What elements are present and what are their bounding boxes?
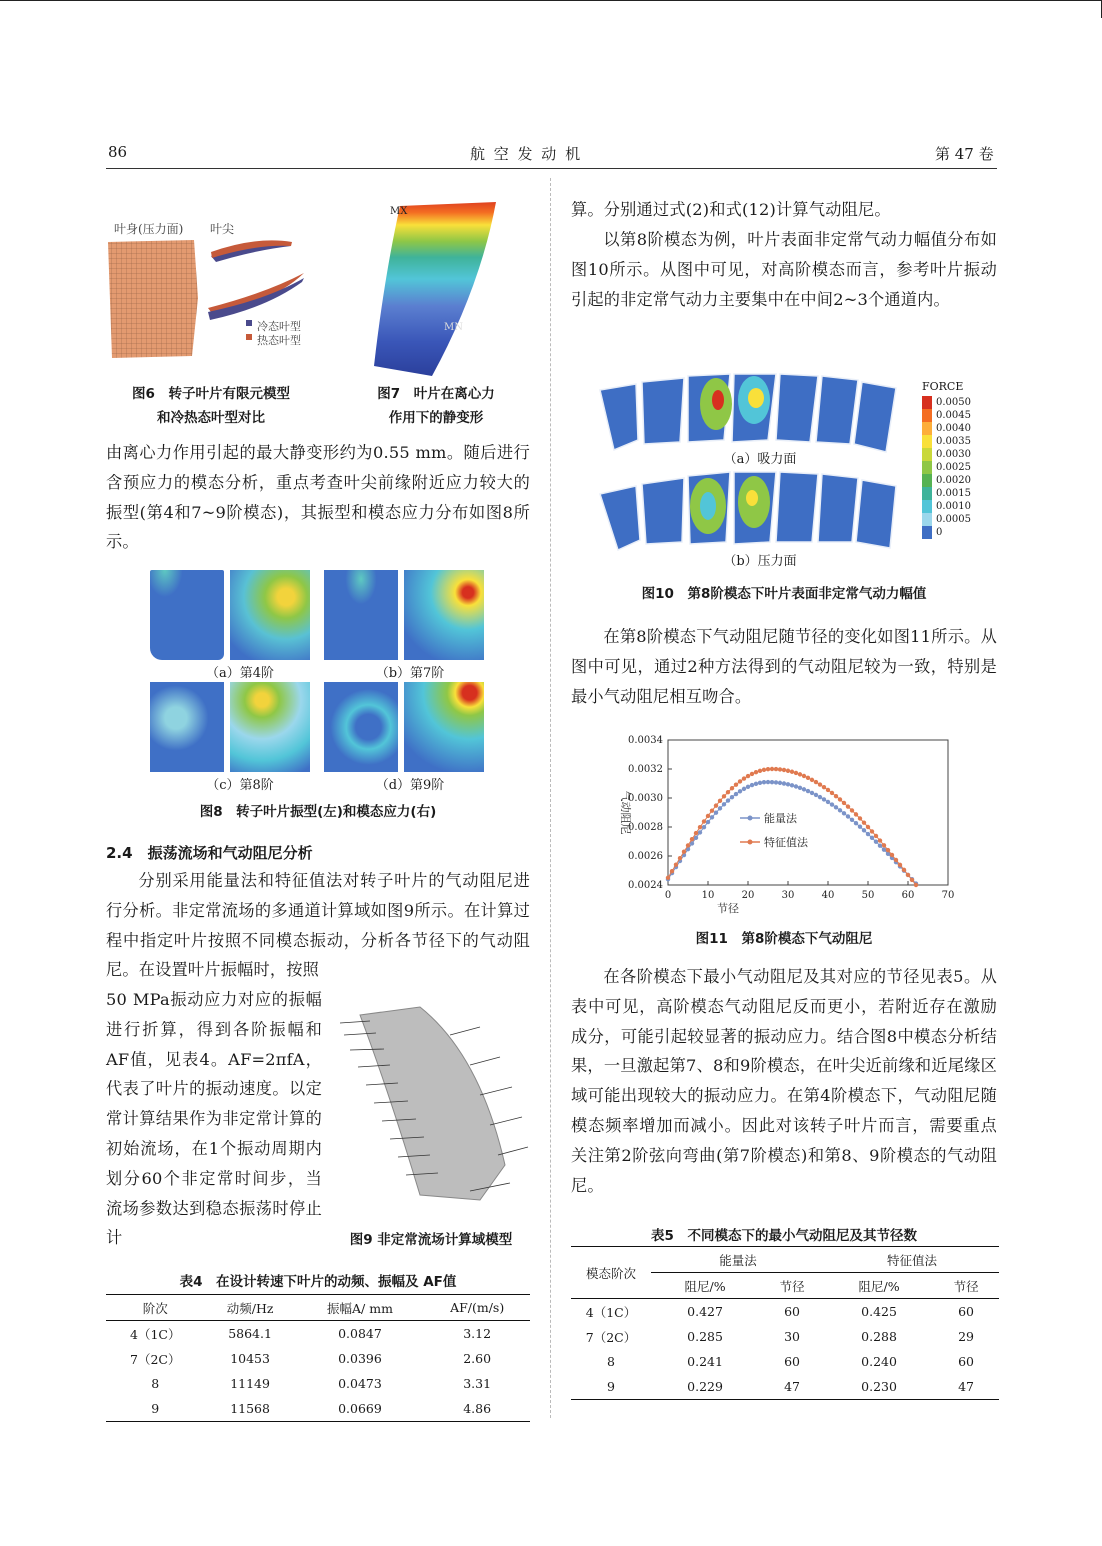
data-point <box>810 778 814 782</box>
table-cell: 60 <box>958 1354 975 1369</box>
x-tick-label: 20 <box>741 890 755 901</box>
figure-6 <box>106 190 336 370</box>
data-point <box>798 772 802 776</box>
fig10-legend-value: 0.0035 <box>936 436 971 447</box>
table-cell: 10453 <box>230 1351 270 1366</box>
data-point <box>870 836 874 840</box>
volume-number: 第 47 卷 <box>935 145 994 163</box>
data-point <box>914 883 918 887</box>
data-point <box>730 786 734 790</box>
table-row <box>106 1371 530 1396</box>
table-cell: 0.0669 <box>338 1401 382 1416</box>
table-row <box>571 1349 999 1374</box>
left-paragraph-1: 由离心力作用引起的最大静变形约为0.55 mm。随后进行含预应力的模态分析，重点考查叶尖前缘附近应力较大的振型(第4和7~9阶模态)，其振型和模态应力分布如图8所示。 <box>106 443 530 552</box>
fig8-d-mode <box>324 682 398 772</box>
fig6-legend-hot: 热态叶型 <box>257 334 301 347</box>
data-point <box>750 772 754 776</box>
data-point <box>838 797 842 801</box>
right-paragraph-4: 在各阶模态下最小气动阻尼及其对应的节径见表5。从表中可见，高阶模态气动阻尼反而更小，若附近存在激励成分，可能引起较显著的振动应力。结合图8中模态分析结果，一旦激起第7、8和9阶模态，在叶尖近前缘和近尾缘区域可能出现较大的振动应力。在第4阶模态下，气动阻尼随模态频率增加而减小。因此对该转子叶片而言，需要重点关注第2阶弦向弯曲(第7阶模态)和第8、9阶模态的气动阻尼。 <box>571 967 997 1195</box>
page-top-border <box>0 0 1102 1</box>
fig7-mx-label: MX <box>390 206 408 217</box>
table4-header: 阶次 <box>106 1295 205 1321</box>
table5-group-col: 模态阶次 <box>571 1247 651 1299</box>
table5-title: 表5 不同模态下的最小气动阻尼及其节径数 <box>651 1228 917 1244</box>
fig10-legend-swatch <box>922 513 932 526</box>
fig10-legend-value: 0.0030 <box>936 449 971 460</box>
data-point <box>694 831 698 835</box>
data-point <box>782 768 786 772</box>
data-point <box>854 812 858 816</box>
data-point <box>718 799 722 803</box>
left-paragraph-2: 分别采用能量法和特征值法对转子叶片的气动阻尼进行分析。非定常流场的多通道计算域如图9所示。在计算过程中指定叶片按照不同模态振动，分析各节径下的气动阻尼。在设置叶片振幅时，按照 <box>106 871 530 980</box>
table5 <box>571 1246 999 1400</box>
fig10-legend-title: FORCE <box>922 380 964 393</box>
table-cell: 7（2C） <box>130 1351 181 1367</box>
table-cell: 8 <box>151 1376 160 1391</box>
data-point <box>882 843 886 847</box>
data-point <box>674 862 678 866</box>
table-row <box>571 1324 999 1349</box>
figure-10-blades <box>596 370 922 570</box>
data-point <box>846 814 850 818</box>
x-tick-label: 40 <box>821 890 835 901</box>
table-row <box>571 1299 999 1325</box>
data-point <box>766 767 770 771</box>
fig10-legend-swatch <box>922 448 932 461</box>
data-point <box>834 805 838 809</box>
data-point <box>670 869 674 873</box>
data-point <box>726 798 730 802</box>
data-point <box>690 837 694 841</box>
fig10-legend-value: 0.0045 <box>936 410 971 421</box>
figure-7-deformation <box>360 198 520 378</box>
data-point <box>714 810 718 814</box>
data-point <box>830 791 834 795</box>
table5-group1: 能量法 <box>651 1247 825 1273</box>
table4-header: AF/(m/s) <box>424 1295 530 1321</box>
table5-group2: 特征值法 <box>825 1247 999 1273</box>
fig10-legend-value: 0 <box>936 527 943 538</box>
fig8-d-stress <box>404 682 484 772</box>
data-point <box>758 769 762 773</box>
data-point <box>734 782 738 786</box>
data-point <box>718 806 722 810</box>
data-point <box>842 811 846 815</box>
x-tick-label: 60 <box>901 890 915 901</box>
data-point <box>798 786 802 790</box>
page-number: 86 <box>108 143 128 161</box>
data-point <box>870 829 874 833</box>
data-point <box>774 780 778 784</box>
data-point <box>818 795 822 799</box>
data-point <box>902 868 906 872</box>
table-cell: 29 <box>958 1329 975 1344</box>
table-cell: 11149 <box>230 1376 270 1391</box>
data-point <box>762 780 766 784</box>
data-point <box>814 780 818 784</box>
fig7-caption-line1: 图7 叶片在离心力 <box>377 386 495 402</box>
data-point <box>890 853 894 857</box>
data-point <box>878 838 882 842</box>
x-tick-label: 70 <box>941 890 955 901</box>
data-point <box>806 776 810 780</box>
table-cell: 0.288 <box>861 1329 897 1344</box>
fig10-legend-entry <box>922 435 971 448</box>
fig10-sub-b: （b）压力面 <box>723 554 797 569</box>
data-point <box>742 787 746 791</box>
table-cell: 0.425 <box>861 1304 897 1319</box>
table-row <box>106 1346 530 1371</box>
data-point <box>786 769 790 773</box>
table-row <box>571 1374 999 1400</box>
fig8-sub-b: （b）第7阶 <box>375 666 445 681</box>
fig8-b-mode <box>324 570 398 660</box>
table4 <box>106 1294 530 1422</box>
table-cell: 0.241 <box>687 1354 723 1369</box>
fig10-legend-swatch <box>922 526 932 539</box>
data-point <box>850 808 854 812</box>
data-point <box>858 825 862 829</box>
table-cell: 3.31 <box>463 1376 492 1391</box>
fig10-legend-swatch <box>922 396 932 409</box>
data-point <box>886 848 890 852</box>
fig6-label-blade: 叶身(压力面) <box>114 222 184 236</box>
data-point <box>702 819 706 823</box>
fig11-caption: 图11 第8阶模态下气动阻尼 <box>695 931 873 947</box>
table-cell: 4.86 <box>463 1401 492 1416</box>
data-point <box>846 804 850 808</box>
fig10-legend-entry <box>922 500 971 513</box>
table-cell: 47 <box>958 1379 975 1394</box>
data-point <box>702 825 706 829</box>
legend-marker <box>748 840 753 845</box>
data-point <box>906 873 910 877</box>
data-point <box>898 863 902 867</box>
table-cell: 9 <box>607 1379 615 1394</box>
x-axis-label: 节径 <box>717 902 739 915</box>
table5-subheader: 节径 <box>933 1273 999 1299</box>
table-cell: 60 <box>784 1354 801 1369</box>
data-point <box>866 832 870 836</box>
data-point <box>894 858 898 862</box>
left-paragraph-3: 50 MPa振动应力对应的振幅进行折算，得到各阶振幅和AF值，见表4。AF=2πfA，代表了叶片的振动速度。以定常计算结果作为非定常计算的初始流场，在1个振动周期内划分60个非定常时间步，当流场参数达到稳态振荡时停止计 <box>106 990 322 1248</box>
data-point <box>746 785 750 789</box>
table-cell: 0.230 <box>861 1379 897 1394</box>
fig10-legend-swatch <box>922 461 932 474</box>
table-cell: 8 <box>607 1354 615 1369</box>
right-paragraph-3: 在第8阶模态下气动阻尼随节径的变化如图11所示。从图中可见，通过2种方法得到的气动阻尼较为一致，特别是最小气动阻尼相互吻合。 <box>571 627 997 706</box>
fig6-label-tip: 叶尖 <box>210 222 235 236</box>
figure-8 <box>150 570 486 800</box>
figure-11-chart <box>600 730 970 920</box>
x-tick-label: 10 <box>701 890 715 901</box>
y-tick-label: 0.0030 <box>628 793 663 804</box>
data-point <box>710 815 714 819</box>
y-tick-label: 0.0024 <box>628 880 663 891</box>
table4-header: 动频/Hz <box>205 1295 296 1321</box>
data-point <box>854 821 858 825</box>
data-point <box>746 774 750 778</box>
table-cell: 5864.1 <box>228 1326 272 1341</box>
legend-marker <box>748 816 753 821</box>
table-cell: 0.0473 <box>338 1376 382 1391</box>
x-tick-label: 50 <box>861 890 875 901</box>
fig8-caption: 图8 转子叶片振型(左)和模态应力(右) <box>199 804 437 820</box>
table-cell: 60 <box>784 1304 801 1319</box>
figure-9-domain <box>330 995 530 1215</box>
fig10-legend-swatch <box>922 474 932 487</box>
fig10-legend-value: 0.0040 <box>936 423 971 434</box>
table4-header-row <box>106 1295 530 1321</box>
fig10-legend-value: 0.0010 <box>936 501 971 512</box>
right-paragraph-1: 算。分别通过式(2)和式(12)计算气动阻尼。 <box>571 200 891 219</box>
fig10-legend-value: 0.0020 <box>936 475 971 486</box>
fig8-c-stress <box>230 682 310 772</box>
data-point <box>910 878 914 882</box>
data-point <box>730 795 734 799</box>
data-point <box>778 781 782 785</box>
fig6-caption-line1: 图6 转子叶片有限元模型 <box>132 386 290 402</box>
data-point <box>770 767 774 771</box>
table-row <box>106 1321 530 1347</box>
fig8-a-stress <box>230 570 310 660</box>
fig10-legend-entry <box>922 448 971 461</box>
data-point <box>794 771 798 775</box>
table-cell: 2.60 <box>463 1351 492 1366</box>
data-point <box>726 790 730 794</box>
data-point <box>862 828 866 832</box>
fig10-legend-swatch <box>922 435 932 448</box>
table-cell: 0.285 <box>687 1329 723 1344</box>
fig8-sub-a: （a）第4阶 <box>205 666 275 681</box>
data-point <box>766 780 770 784</box>
data-point <box>762 768 766 772</box>
data-point <box>758 781 762 785</box>
table5-subheader: 阻尼/% <box>651 1273 759 1299</box>
data-point <box>858 816 862 820</box>
data-point <box>874 834 878 838</box>
data-point <box>706 814 710 818</box>
legend-label: 能量法 <box>764 812 797 825</box>
data-point <box>806 789 810 793</box>
data-point <box>826 788 830 792</box>
table5-subheader: 阻尼/% <box>825 1273 933 1299</box>
data-point <box>698 825 702 829</box>
data-point <box>818 782 822 786</box>
data-point <box>878 844 882 848</box>
table-cell: 7（2C） <box>585 1329 637 1345</box>
fig10-legend-swatch <box>922 500 932 513</box>
table-cell: 30 <box>784 1329 801 1344</box>
fig10-legend-value: 0.0050 <box>936 397 971 408</box>
series-line <box>668 782 916 884</box>
fig10-colorbar <box>922 396 971 539</box>
fig10-legend-entry <box>922 474 971 487</box>
journal-title: 航 空 发 动 机 <box>470 145 583 163</box>
data-point <box>862 820 866 824</box>
x-tick-label: 0 <box>664 890 672 901</box>
fig9-caption: 图9 非定常流场计算域模型 <box>349 1232 513 1248</box>
fig10-caption: 图10 第8阶模态下叶片表面非定常气动力幅值 <box>641 586 927 602</box>
data-point <box>666 876 670 880</box>
y-tick-label: 0.0034 <box>628 735 663 746</box>
table-row <box>106 1396 530 1422</box>
table4-header: 振幅A/ mm <box>296 1295 425 1321</box>
fig7-caption-line2: 作用下的静变形 <box>388 410 484 426</box>
fig10-legend-entry <box>922 409 971 422</box>
fig8-c-mode <box>150 682 224 772</box>
table-cell: 47 <box>784 1379 801 1394</box>
data-point <box>698 830 702 834</box>
data-point <box>826 800 830 804</box>
data-point <box>802 787 806 791</box>
data-point <box>814 793 818 797</box>
table5-subheader: 节径 <box>759 1273 825 1299</box>
data-point <box>822 797 826 801</box>
table-cell: 11568 <box>230 1401 270 1416</box>
table-cell: 0.427 <box>687 1304 723 1319</box>
data-point <box>738 779 742 783</box>
data-point <box>710 808 714 812</box>
data-point <box>834 794 838 798</box>
data-point <box>682 850 686 854</box>
legend-label: 特征值法 <box>764 836 808 849</box>
data-point <box>794 784 798 788</box>
data-point <box>750 783 754 787</box>
fig10-legend-entry <box>922 461 971 474</box>
data-point <box>770 780 774 784</box>
data-point <box>734 792 738 796</box>
data-point <box>678 856 682 860</box>
table-cell: 0.0396 <box>338 1351 382 1366</box>
fig6-caption-line2: 和冷热态叶型对比 <box>157 410 265 426</box>
y-tick-label: 0.0028 <box>628 822 663 833</box>
data-point <box>830 802 834 806</box>
fig10-legend-swatch <box>922 409 932 422</box>
data-point <box>754 770 758 774</box>
fig10-sub-a: （a）吸力面 <box>723 452 797 467</box>
fig6-mesh-image <box>106 238 336 363</box>
table-cell: 4（1C） <box>585 1304 637 1320</box>
data-point <box>686 843 690 847</box>
fig10-legend-swatch <box>922 487 932 500</box>
fig10-legend-value: 0.0005 <box>936 514 971 525</box>
fig8-a-mode <box>150 570 224 660</box>
fig8-sub-c: （c）第8阶 <box>206 778 274 793</box>
data-point <box>714 803 718 807</box>
fig6-legend-cold: 冷态叶型 <box>257 320 301 333</box>
data-point <box>850 818 854 822</box>
table-cell: 0.229 <box>687 1379 723 1394</box>
table-cell: 60 <box>958 1304 975 1319</box>
data-point <box>774 767 778 771</box>
data-point <box>722 802 726 806</box>
fig7-mn-label: MN <box>444 322 463 333</box>
data-point <box>786 782 790 786</box>
data-point <box>754 782 758 786</box>
right-paragraph-2: 以第8阶模态为例，叶片表面非定常气动力幅值分布如图10所示。从图中可见，对高阶模态而言，参考叶片振动引起的非定常气动力主要集中在中间2~3个通道内。 <box>571 230 997 309</box>
table-cell: 0.240 <box>861 1354 897 1369</box>
x-tick-label: 30 <box>781 890 795 901</box>
y-axis-label: 气动阻尼 <box>619 790 632 835</box>
data-point <box>782 781 786 785</box>
fig10-legend-entry <box>922 422 971 435</box>
table4-title: 表4 在设计转速下叶片的动频、振幅及 AF值 <box>179 1274 457 1290</box>
fig10-legend-entry <box>922 487 971 500</box>
data-point <box>842 801 846 805</box>
data-point <box>838 808 842 812</box>
data-point <box>882 848 886 852</box>
section-title: 2.4 振荡流场和气动阻尼分析 <box>106 844 313 862</box>
header-rule <box>106 168 997 169</box>
fig10-legend-entry <box>922 396 971 409</box>
data-point <box>778 767 782 771</box>
table5-group-row <box>571 1247 999 1273</box>
fig8-b-stress <box>404 570 484 660</box>
y-tick-label: 0.0032 <box>628 764 663 775</box>
fig10-legend-swatch <box>922 422 932 435</box>
data-point <box>822 785 826 789</box>
fig10-legend-value: 0.0015 <box>936 488 971 499</box>
table-cell: 3.12 <box>463 1326 492 1341</box>
table-cell: 4（1C） <box>130 1326 181 1342</box>
data-point <box>706 820 710 824</box>
fig10-legend-entry <box>922 513 971 526</box>
fig8-sub-d: （d）第9阶 <box>375 778 445 793</box>
data-point <box>722 794 726 798</box>
table-cell: 9 <box>151 1401 160 1416</box>
table-cell: 0.0847 <box>338 1326 382 1341</box>
data-point <box>742 776 746 780</box>
fig10-legend-entry <box>922 526 971 539</box>
column-separator <box>550 178 551 1418</box>
fig10-legend-value: 0.0025 <box>936 462 971 473</box>
data-point <box>802 774 806 778</box>
data-point <box>738 789 742 793</box>
data-point <box>810 791 814 795</box>
data-point <box>866 825 870 829</box>
data-point <box>790 783 794 787</box>
data-point <box>790 770 794 774</box>
y-tick-label: 0.0026 <box>628 851 663 862</box>
data-point <box>874 840 878 844</box>
